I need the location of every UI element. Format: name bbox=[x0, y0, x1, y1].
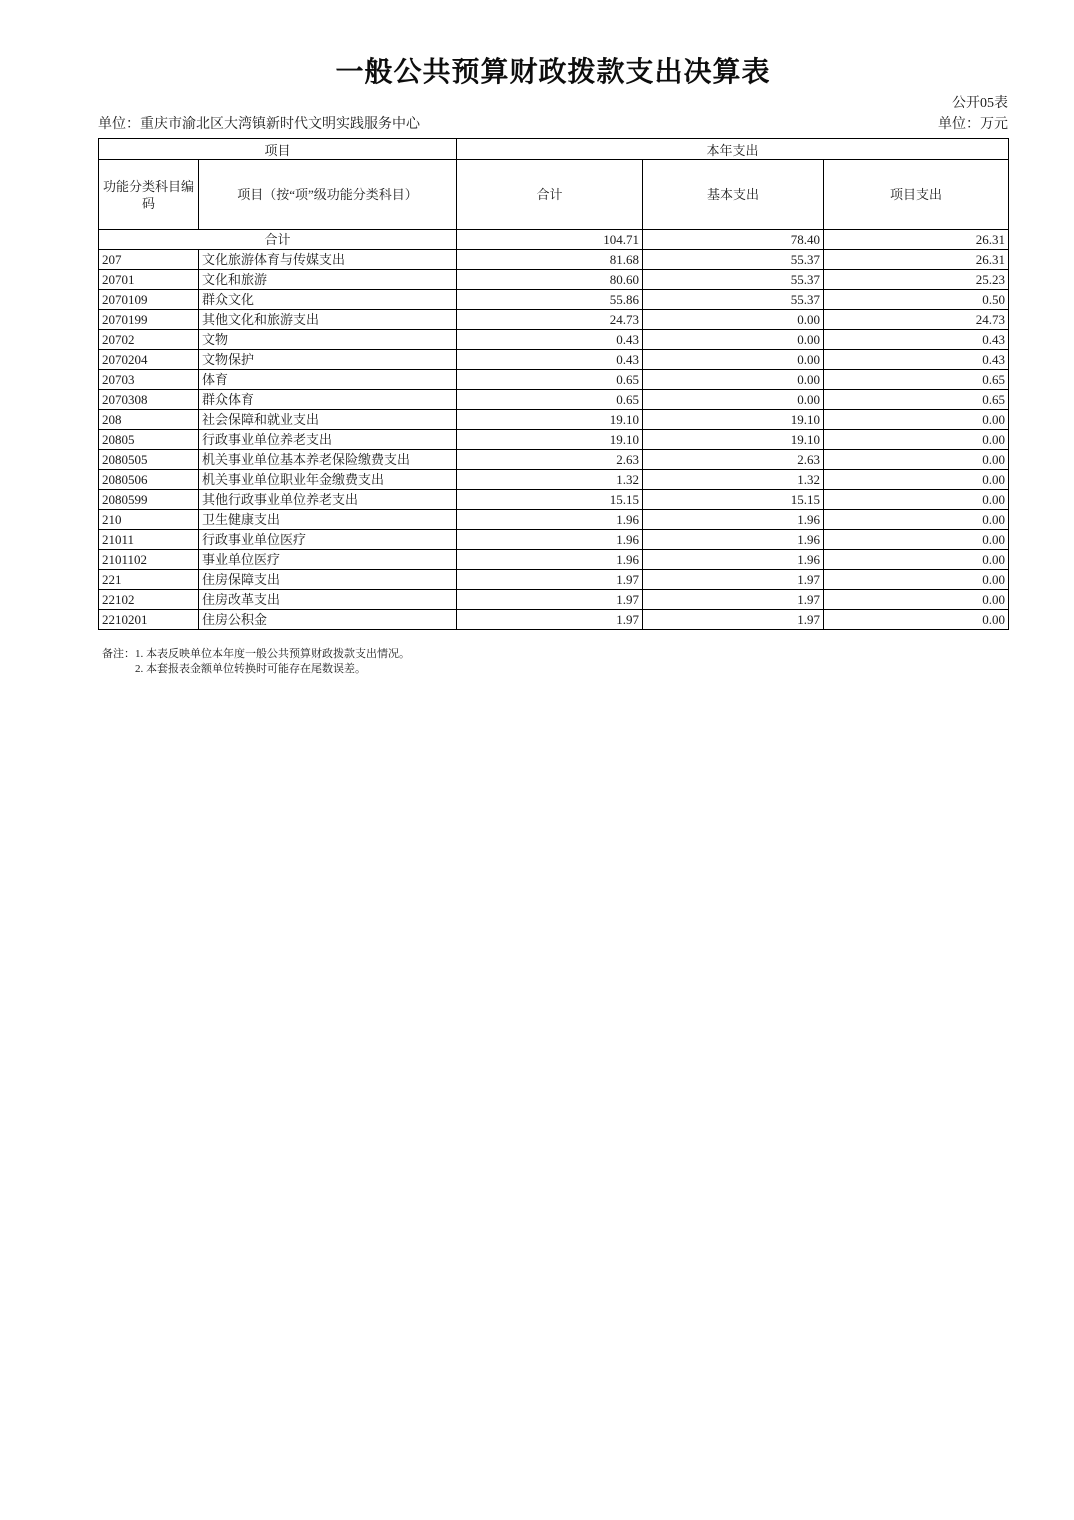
notes-block bbox=[98, 647, 1008, 677]
basic-value-cell: 55.37 bbox=[643, 270, 824, 290]
project-value-cell: 0.00 bbox=[824, 590, 1009, 610]
unit-line bbox=[98, 117, 1008, 133]
item-name-cell: 体育 bbox=[199, 370, 457, 390]
project-value-cell: 0.00 bbox=[824, 550, 1009, 570]
function-code-cell: 20805 bbox=[99, 430, 199, 450]
header-group-row bbox=[99, 139, 1009, 160]
total-value-cell: 1.97 bbox=[457, 590, 643, 610]
project-value-cell: 0.43 bbox=[824, 350, 1009, 370]
project-value-cell: 24.73 bbox=[824, 310, 1009, 330]
function-code-cell: 21011 bbox=[99, 530, 199, 550]
item-name-cell: 机关事业单位基本养老保险缴费支出 bbox=[199, 450, 457, 470]
basic-value-cell: 55.37 bbox=[643, 290, 824, 310]
item-name-cell: 文化和旅游 bbox=[199, 270, 457, 290]
note-line: 1. 本表反映单位本年度一般公共预算财政拨款支出情况。 bbox=[135, 648, 410, 660]
project-value-cell: 25.23 bbox=[824, 270, 1009, 290]
table-row bbox=[99, 590, 1009, 610]
function-code-cell: 20702 bbox=[99, 330, 199, 350]
notes-label: 备注： bbox=[102, 648, 135, 660]
item-name-cell: 事业单位医疗 bbox=[199, 550, 457, 570]
note-line: 2. 本套报表金额单位转换时可能存在尾数误差。 bbox=[135, 663, 366, 675]
header-item-name: 项目（按“项”级功能分类科目） bbox=[199, 160, 457, 230]
total-value-cell: 19.10 bbox=[457, 410, 643, 430]
total-sum-cell: 104.71 bbox=[457, 230, 643, 250]
header-group-year-expenditure: 本年支出 bbox=[457, 139, 1009, 160]
project-value-cell: 0.65 bbox=[824, 370, 1009, 390]
table-row bbox=[99, 450, 1009, 470]
function-code-cell: 2080506 bbox=[99, 470, 199, 490]
total-value-cell: 81.68 bbox=[457, 250, 643, 270]
item-name-cell: 文物 bbox=[199, 330, 457, 350]
project-value-cell: 0.00 bbox=[824, 450, 1009, 470]
basic-value-cell: 1.96 bbox=[643, 530, 824, 550]
basic-value-cell: 1.97 bbox=[643, 610, 824, 630]
item-name-cell: 住房保障支出 bbox=[199, 570, 457, 590]
total-value-cell: 19.10 bbox=[457, 430, 643, 450]
table-row bbox=[99, 430, 1009, 450]
table-row bbox=[99, 350, 1009, 370]
function-code-cell: 2070308 bbox=[99, 390, 199, 410]
header-basic-expenditure: 基本支出 bbox=[643, 160, 824, 230]
budget-table bbox=[98, 138, 1009, 630]
project-value-cell: 0.00 bbox=[824, 490, 1009, 510]
basic-value-cell: 19.10 bbox=[643, 410, 824, 430]
org-unit-label: 单位：重庆市渝北区大湾镇新时代文明实践服务中心 bbox=[98, 117, 420, 132]
basic-value-cell: 1.96 bbox=[643, 510, 824, 530]
function-code-cell: 2080599 bbox=[99, 490, 199, 510]
table-row bbox=[99, 610, 1009, 630]
total-value-cell: 0.43 bbox=[457, 330, 643, 350]
basic-value-cell: 1.97 bbox=[643, 570, 824, 590]
table-body bbox=[99, 230, 1009, 630]
item-name-cell: 卫生健康支出 bbox=[199, 510, 457, 530]
project-value-cell: 0.00 bbox=[824, 410, 1009, 430]
project-value-cell: 0.00 bbox=[824, 510, 1009, 530]
total-value-cell: 0.65 bbox=[457, 390, 643, 410]
table-header bbox=[99, 139, 1009, 230]
total-value-cell: 0.65 bbox=[457, 370, 643, 390]
function-code-cell: 2070109 bbox=[99, 290, 199, 310]
basic-value-cell: 0.00 bbox=[643, 310, 824, 330]
header-function-code: 功能分类科目编码 bbox=[99, 160, 199, 230]
project-value-cell: 0.00 bbox=[824, 470, 1009, 490]
total-value-cell: 80.60 bbox=[457, 270, 643, 290]
total-value-cell: 55.86 bbox=[457, 290, 643, 310]
total-value-cell: 1.96 bbox=[457, 510, 643, 530]
project-value-cell: 0.00 bbox=[824, 430, 1009, 450]
header-group-project: 项目 bbox=[99, 139, 457, 160]
table-total-row bbox=[99, 230, 1009, 250]
basic-value-cell: 0.00 bbox=[643, 350, 824, 370]
total-value-cell: 1.96 bbox=[457, 550, 643, 570]
notes-lines bbox=[135, 647, 410, 677]
item-name-cell: 住房公积金 bbox=[199, 610, 457, 630]
basic-value-cell: 0.00 bbox=[643, 370, 824, 390]
total-label-cell: 合计 bbox=[99, 230, 457, 250]
table-row bbox=[99, 270, 1009, 290]
item-name-cell: 机关事业单位职业年金缴费支出 bbox=[199, 470, 457, 490]
basic-value-cell: 1.97 bbox=[643, 590, 824, 610]
basic-value-cell: 19.10 bbox=[643, 430, 824, 450]
function-code-cell: 208 bbox=[99, 410, 199, 430]
function-code-cell: 20703 bbox=[99, 370, 199, 390]
table-row bbox=[99, 470, 1009, 490]
header-project-expenditure: 项目支出 bbox=[824, 160, 1009, 230]
table-row bbox=[99, 530, 1009, 550]
table-row bbox=[99, 410, 1009, 430]
table-code-label: 公开05表 bbox=[952, 96, 1008, 111]
item-name-cell: 行政事业单位养老支出 bbox=[199, 430, 457, 450]
function-code-cell: 2070204 bbox=[99, 350, 199, 370]
project-value-cell: 0.43 bbox=[824, 330, 1009, 350]
item-name-cell: 其他行政事业单位养老支出 bbox=[199, 490, 457, 510]
total-value-cell: 2.63 bbox=[457, 450, 643, 470]
table-row bbox=[99, 490, 1009, 510]
function-code-cell: 20701 bbox=[99, 270, 199, 290]
project-value-cell: 0.00 bbox=[824, 570, 1009, 590]
project-value-cell: 0.00 bbox=[824, 610, 1009, 630]
function-code-cell: 221 bbox=[99, 570, 199, 590]
document-page bbox=[98, 0, 1008, 677]
basic-value-cell: 1.32 bbox=[643, 470, 824, 490]
basic-value-cell: 15.15 bbox=[643, 490, 824, 510]
item-name-cell: 文物保护 bbox=[199, 350, 457, 370]
currency-unit-label: 单位：万元 bbox=[938, 117, 1008, 132]
total-value-cell: 1.96 bbox=[457, 530, 643, 550]
total-project-cell: 26.31 bbox=[824, 230, 1009, 250]
item-name-cell: 群众文化 bbox=[199, 290, 457, 310]
table-row bbox=[99, 550, 1009, 570]
function-code-cell: 207 bbox=[99, 250, 199, 270]
item-name-cell: 群众体育 bbox=[199, 390, 457, 410]
basic-value-cell: 55.37 bbox=[643, 250, 824, 270]
total-value-cell: 1.32 bbox=[457, 470, 643, 490]
function-code-cell: 2101102 bbox=[99, 550, 199, 570]
total-basic-cell: 78.40 bbox=[643, 230, 824, 250]
item-name-cell: 其他文化和旅游支出 bbox=[199, 310, 457, 330]
total-value-cell: 1.97 bbox=[457, 610, 643, 630]
table-row bbox=[99, 570, 1009, 590]
project-value-cell: 0.50 bbox=[824, 290, 1009, 310]
table-row bbox=[99, 370, 1009, 390]
project-value-cell: 26.31 bbox=[824, 250, 1009, 270]
table-row bbox=[99, 290, 1009, 310]
total-value-cell: 1.97 bbox=[457, 570, 643, 590]
header-total: 合计 bbox=[457, 160, 643, 230]
item-name-cell: 住房改革支出 bbox=[199, 590, 457, 610]
header-columns-row bbox=[99, 160, 1009, 230]
function-code-cell: 22102 bbox=[99, 590, 199, 610]
basic-value-cell: 0.00 bbox=[643, 330, 824, 350]
table-row bbox=[99, 390, 1009, 410]
function-code-cell: 2070199 bbox=[99, 310, 199, 330]
page-title: 一般公共预算财政拨款支出决算表 bbox=[335, 56, 771, 87]
function-code-cell: 2080505 bbox=[99, 450, 199, 470]
total-value-cell: 0.43 bbox=[457, 350, 643, 370]
item-name-cell: 社会保障和就业支出 bbox=[199, 410, 457, 430]
total-value-cell: 15.15 bbox=[457, 490, 643, 510]
project-value-cell: 0.00 bbox=[824, 530, 1009, 550]
function-code-cell: 2210201 bbox=[99, 610, 199, 630]
basic-value-cell: 0.00 bbox=[643, 390, 824, 410]
basic-value-cell: 1.96 bbox=[643, 550, 824, 570]
table-row bbox=[99, 330, 1009, 350]
table-row bbox=[99, 310, 1009, 330]
function-code-cell: 210 bbox=[99, 510, 199, 530]
basic-value-cell: 2.63 bbox=[643, 450, 824, 470]
total-value-cell: 24.73 bbox=[457, 310, 643, 330]
project-value-cell: 0.65 bbox=[824, 390, 1009, 410]
table-row bbox=[99, 250, 1009, 270]
table-row bbox=[99, 510, 1009, 530]
item-name-cell: 行政事业单位医疗 bbox=[199, 530, 457, 550]
item-name-cell: 文化旅游体育与传媒支出 bbox=[199, 250, 457, 270]
